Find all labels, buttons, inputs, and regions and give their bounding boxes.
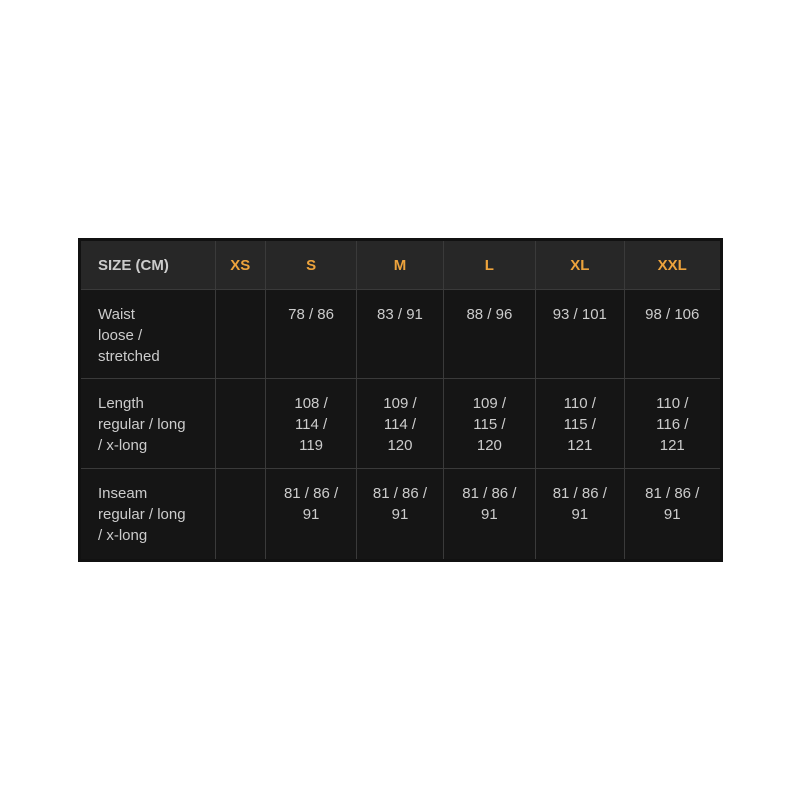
cell-length-xs [215,379,265,469]
cell-value: 83 / 91 [377,306,423,323]
table-row-inseam [80,469,722,561]
table-row-length [80,379,722,469]
cell-inseam-xxl [624,469,722,561]
cell-value: 110 / 116 / 121 [656,395,689,454]
header-row [80,240,722,290]
cell-value: 88 / 96 [466,306,513,323]
cell-value: 81 / 86 / 91 [645,485,700,523]
label-line: Inseam [98,485,148,502]
cell-value: 81 / 86 / 91 [372,485,428,523]
cell-value: 81 / 86 / 91 [552,485,607,523]
cell-length-xxl [624,379,722,469]
row-label-length [80,379,216,469]
cell-inseam-xl [536,469,624,561]
cell-value: 108 / 114 / 119 [294,395,328,454]
label-line: Waist [98,306,135,323]
cell-waist-m [357,290,443,379]
header-s: S [265,240,356,290]
cell-length-xl [536,379,624,469]
header-l: L [443,240,535,290]
cell-value: 109 / 115 / 120 [472,395,507,454]
cell-inseam-l [443,469,535,561]
header-size-cm: SIZE (CM) [80,240,216,290]
header-m: M [357,240,443,290]
header-xl: XL [536,240,624,290]
cell-value: 78 / 86 [288,306,334,323]
label-line: regular / long [98,506,186,523]
cell-length-l [443,379,535,469]
cell-waist-s [265,290,356,379]
row-label-waist [80,290,216,379]
cell-waist-xs [215,290,265,379]
cell-value: 93 / 101 [552,306,607,323]
cell-value: 98 / 106 [645,306,700,323]
cell-value: 110 / 115 / 121 [563,395,596,454]
cell-length-m [357,379,443,469]
row-label-inseam [80,469,216,561]
table-row-waist [80,290,722,379]
cell-inseam-s [265,469,356,561]
cell-waist-xxl [624,290,722,379]
label-line: loose / [98,327,143,344]
cell-inseam-xs [215,469,265,561]
cell-inseam-m [357,469,443,561]
label-line: / x-long [98,527,148,544]
header-xxl: XXL [624,240,722,290]
label-line: / x-long [98,437,148,454]
size-chart-table [78,238,723,562]
cell-waist-l [443,290,535,379]
label-line: Length [98,395,144,412]
cell-value: 109 / 114 / 120 [383,395,417,454]
size-chart-container [78,238,723,562]
cell-value: 81 / 86 / 91 [283,485,339,523]
header-xs: XS [215,240,265,290]
label-line: regular / long [98,416,186,433]
cell-waist-xl [536,290,624,379]
cell-length-s [265,379,356,469]
label-line: stretched [98,348,160,365]
cell-value: 81 / 86 / 91 [462,485,517,523]
